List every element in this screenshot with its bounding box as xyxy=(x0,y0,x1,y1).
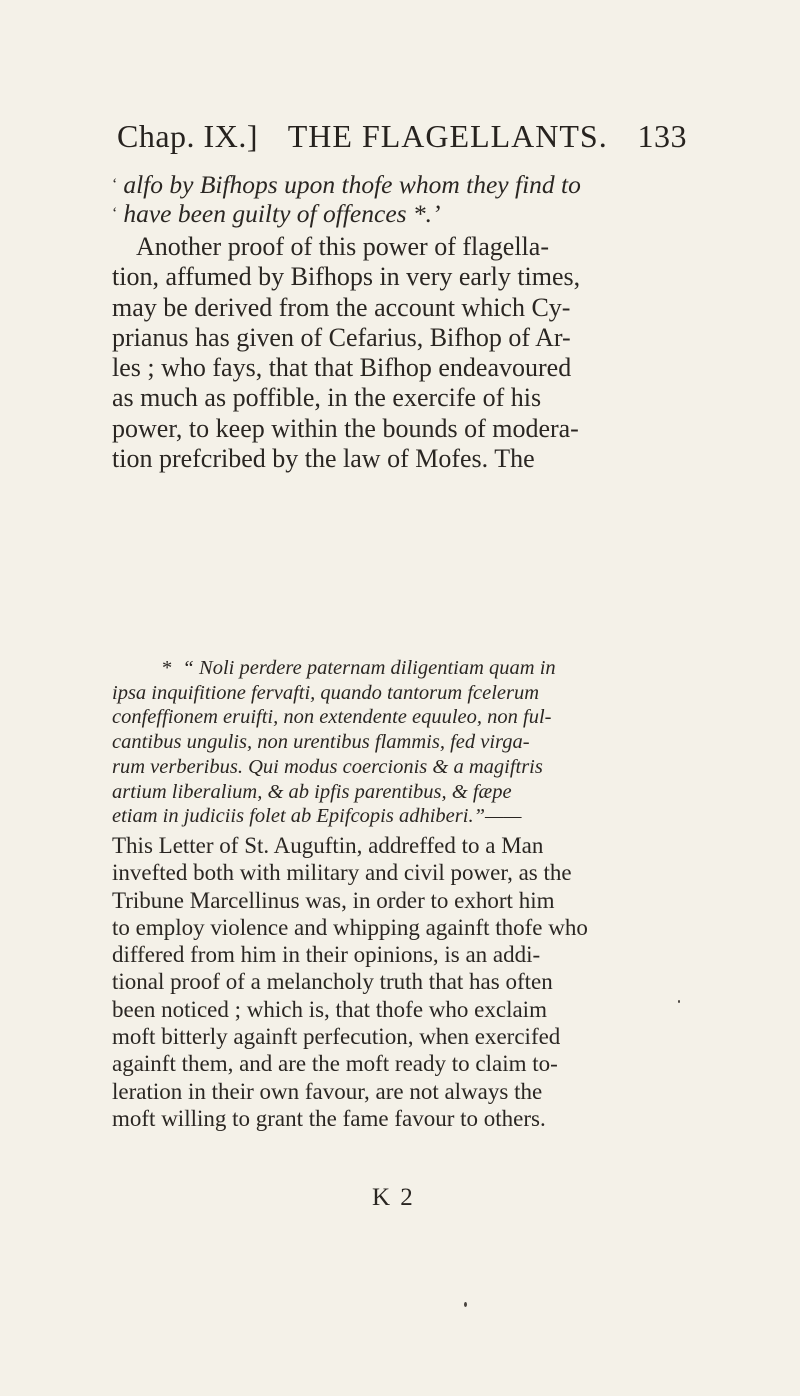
quote-line xyxy=(112,170,680,199)
text-line: This Letter of St. Auguftin, addreffed to a Man xyxy=(112,833,544,858)
paragraph-flagellation-proof xyxy=(112,232,680,474)
footnote xyxy=(112,656,680,829)
signature-mark: K 2 xyxy=(372,1184,415,1211)
paragraph-augustin-letter xyxy=(112,832,680,1132)
footnote-line: ipsa inquifitione fervafti, quando tantorum fcelerum xyxy=(112,681,540,704)
footnote-line: artium liberalium, & ab ipfis parentibus, & fæpe xyxy=(112,780,512,803)
text-line: differed from him in their opinions, is an addi- xyxy=(112,942,541,968)
text-line: may be derived from the account which Cy- xyxy=(112,292,571,322)
text-line: tional proof of a melancholy truth that has often xyxy=(112,969,553,995)
footnote-line: cantibus ungulis, non urentibus flammis, fed virga- xyxy=(112,731,530,754)
quotation-continuation xyxy=(112,170,680,228)
text-line: to employ violence and whipping againft thofe who xyxy=(112,914,588,940)
text-line: Tribune Marcellinus was, in order to exhort him xyxy=(112,887,555,913)
running-header xyxy=(117,118,687,155)
running-title: THE FLAGELLANTS. xyxy=(287,118,608,154)
quote-text: have been guilty of offences *.’ xyxy=(123,199,441,228)
text-line: invefted both with military and civil power, as the xyxy=(112,860,572,886)
quote-mark: ‘ xyxy=(112,176,118,193)
footnote-mark: * xyxy=(162,657,173,679)
text-line: as much as poffible, in the exercife of his xyxy=(112,383,542,413)
text-line: Another proof of this power of flagella- xyxy=(136,232,549,261)
text-line: leration in their own favour, are not always the xyxy=(112,1078,543,1104)
quote-text: alfo by Bifhops upon thofe whom they find to xyxy=(123,170,581,199)
footnote-text: “ Noli perdere paternam diligentiam quam in xyxy=(182,657,556,679)
text-line: prianus has given of Cefarius, Bifhop of Ar- xyxy=(112,322,571,352)
text-line: againft them, and are the moft ready to claim to- xyxy=(112,1051,558,1077)
chapter-label: Chap. IX.] xyxy=(117,118,258,154)
quote-line xyxy=(112,199,680,228)
quote-mark: ‘ xyxy=(112,205,118,222)
footnote-line: confeffionem eruifti, non extendente equuleo, non ful- xyxy=(112,706,552,729)
ink-speck xyxy=(464,1302,467,1307)
footnote-line xyxy=(112,656,680,681)
text-line: tion prefcribed by the law of Mofes. The xyxy=(112,444,535,474)
ink-speck xyxy=(678,1000,680,1003)
text-line: les ; who fays, that that Bifhop endeavoured xyxy=(112,353,572,383)
text-line: power, to keep within the bounds of modera- xyxy=(112,413,579,443)
footnote-line: rum verberibus. Qui modus coercionis & a magiftris xyxy=(112,755,543,778)
text-line: moft bitterly againft perfecution, when exercifed xyxy=(112,1024,561,1050)
text-line: been noticed ; which is, that thofe who exclaim xyxy=(112,996,547,1022)
footnote-line: etiam in judiciis folet ab Epifcopis adhiberi.”—— xyxy=(112,805,522,828)
text-line: moft willing to grant the fame favour to others. xyxy=(112,1105,546,1131)
text-line: tion, affumed by Bifhops in very early times, xyxy=(112,262,581,292)
page-number: 133 xyxy=(637,118,687,154)
